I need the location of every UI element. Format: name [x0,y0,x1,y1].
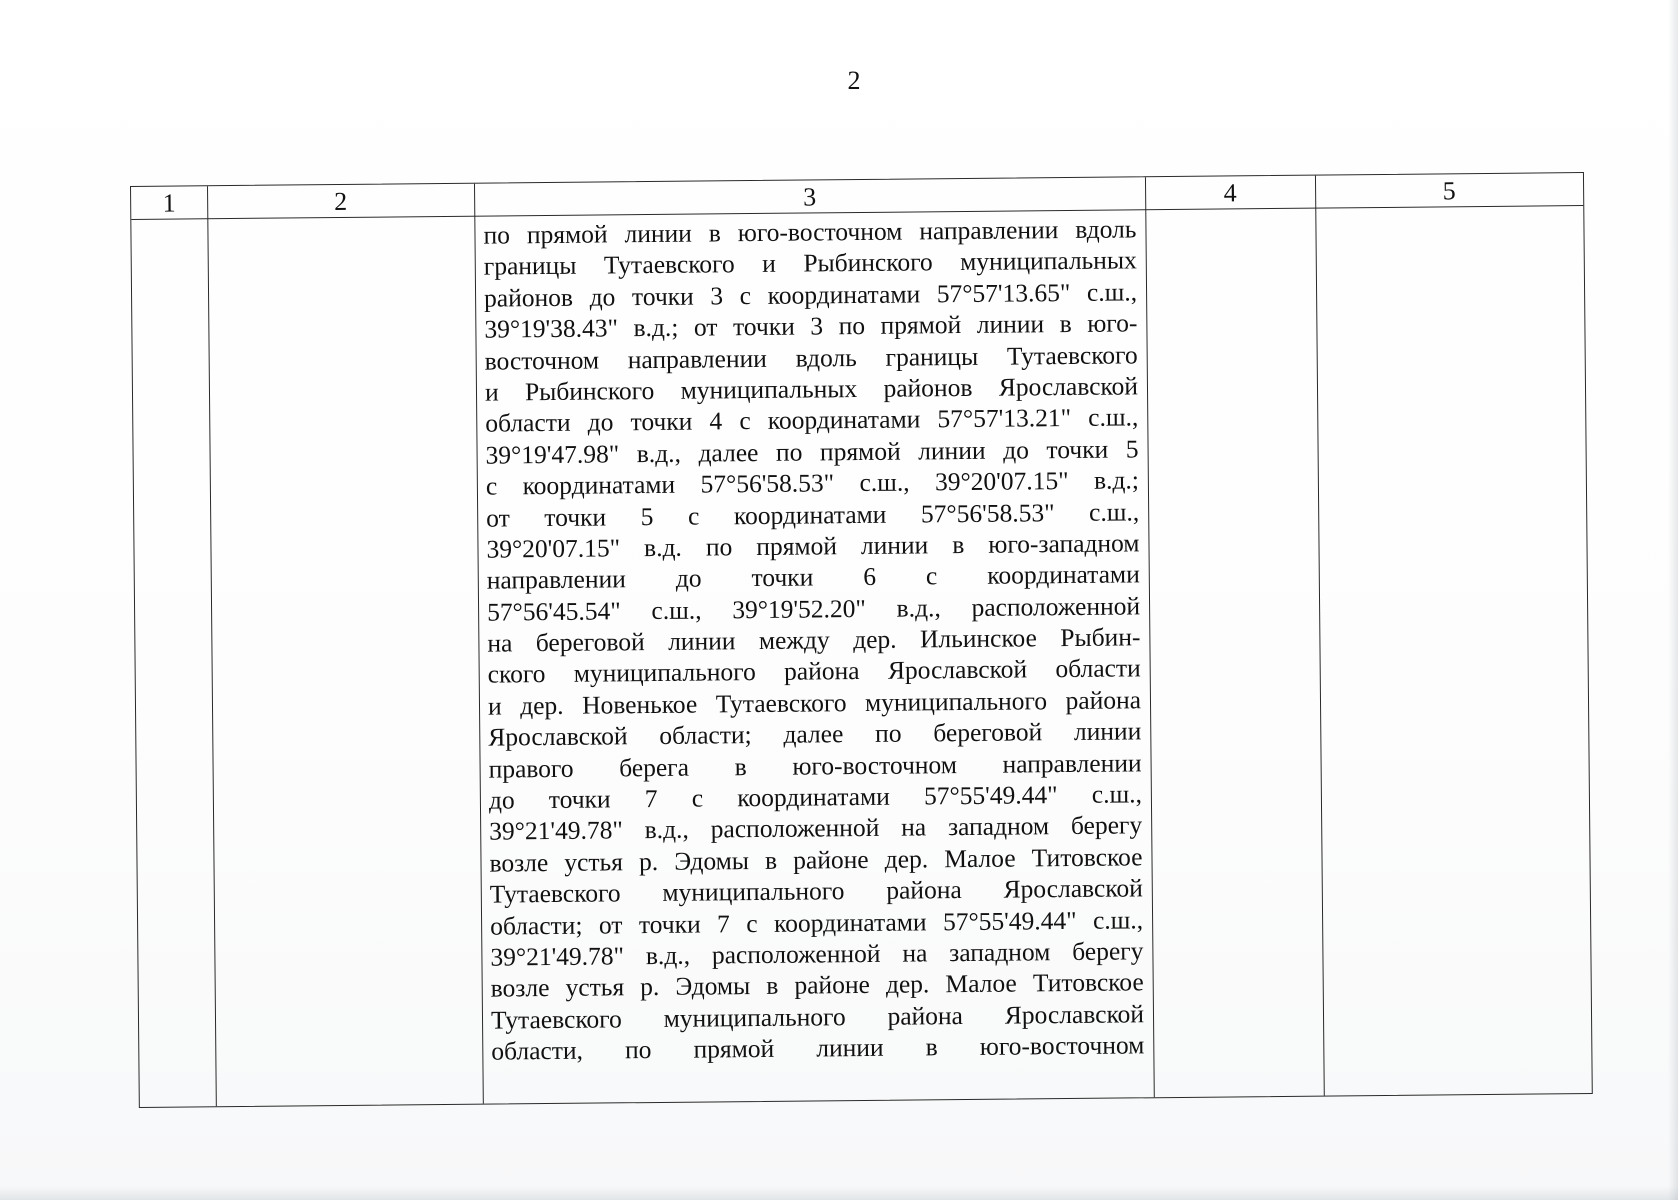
text-line: области; от точки 7 с координатами 57°55'49.44" с.ш., [489,904,1144,941]
scan-edge-shadow-right [1668,0,1678,1200]
text-line: 39°21'49.78" в.д., расположенной на западном берегу [489,810,1143,847]
text-line: 39°19'47.98" в.д., далее по прямой линии до точки 5 [485,434,1139,470]
text-line: Тутаевского муниципального района Ярославской [489,873,1143,909]
boundary-description-table [130,172,1593,1108]
text-line: и Рыбинского муниципальных районов Ярославской [484,371,1139,407]
text-line: правого берега в юго-восточном направлении [488,747,1142,784]
text-line: области, по прямой линии в юго-восточном [491,1030,1145,1066]
column-header-1: 1 [162,188,176,218]
text-line: Ярославской области; далее по береговой линии [488,716,1142,752]
scan-edge-shadow-bottom [0,1186,1678,1200]
text-line: 39°19'38.43" в.д.; от точки 3 по прямой линии в юго- [484,308,1138,344]
text-line: от точки 5 с координатами 57°56'58.53" с.ш., [486,496,1140,533]
column-header-4: 4 [1223,178,1237,208]
text-line: 57°56'45.54" с.ш., 39°19'52.20" в.д., расположенной [486,591,1141,627]
text-line: восточном направлении вдоль границы Тутаевского [484,339,1138,376]
column-divider-2 [474,184,484,1104]
column-divider-3 [1145,177,1155,1097]
text-line: направлении до точки 6 с координатами [486,559,1140,595]
column-header-3: 3 [802,182,817,212]
column-header-5: 5 [1442,176,1456,206]
text-line: границы Тутаевского и Рыбинского муниципальных [483,245,1137,281]
text-line: ского муниципального района Ярославской области [487,653,1141,690]
text-line: районов до точки 3 с координатами 57°57'13.65" с.ш., [483,277,1138,313]
text-line: до точки 7 с координатами 57°55'49.44" с.ш., [488,779,1143,815]
text-line: по прямой линии в юго-восточном направлении вдоль [483,214,1137,250]
text-line: на береговой линии между дер. Ильинское Рыбин- [487,622,1141,658]
text-line: возле устья р. Эдомы в районе дер. Малое Титовское [490,967,1144,1003]
text-line: области до точки 4 с координатами 57°57'13.21" с.ш., [485,402,1139,438]
text-line: 39°21'49.78" в.д., расположенной на западном берегу [490,936,1144,972]
page-number: 2 [847,66,861,95]
text-line: Тутаевского муниципального района Ярославской [490,999,1145,1035]
column-header-2: 2 [334,186,348,217]
text-line: с координатами 57°56'58.53" с.ш., 39°20'07.15" в.д.; [485,465,1140,501]
column-3-boundary-text [483,213,1144,1067]
text-line: и дер. Новенькое Тутаевского муниципального района [487,685,1142,721]
column-divider-4 [1315,176,1325,1096]
text-line: возле устья р. Эдомы в районе дер. Малое Титовское [489,842,1143,878]
column-divider-1 [207,186,217,1106]
text-line: 39°20'07.15" в.д. по прямой линии в юго-западном [486,528,1140,564]
